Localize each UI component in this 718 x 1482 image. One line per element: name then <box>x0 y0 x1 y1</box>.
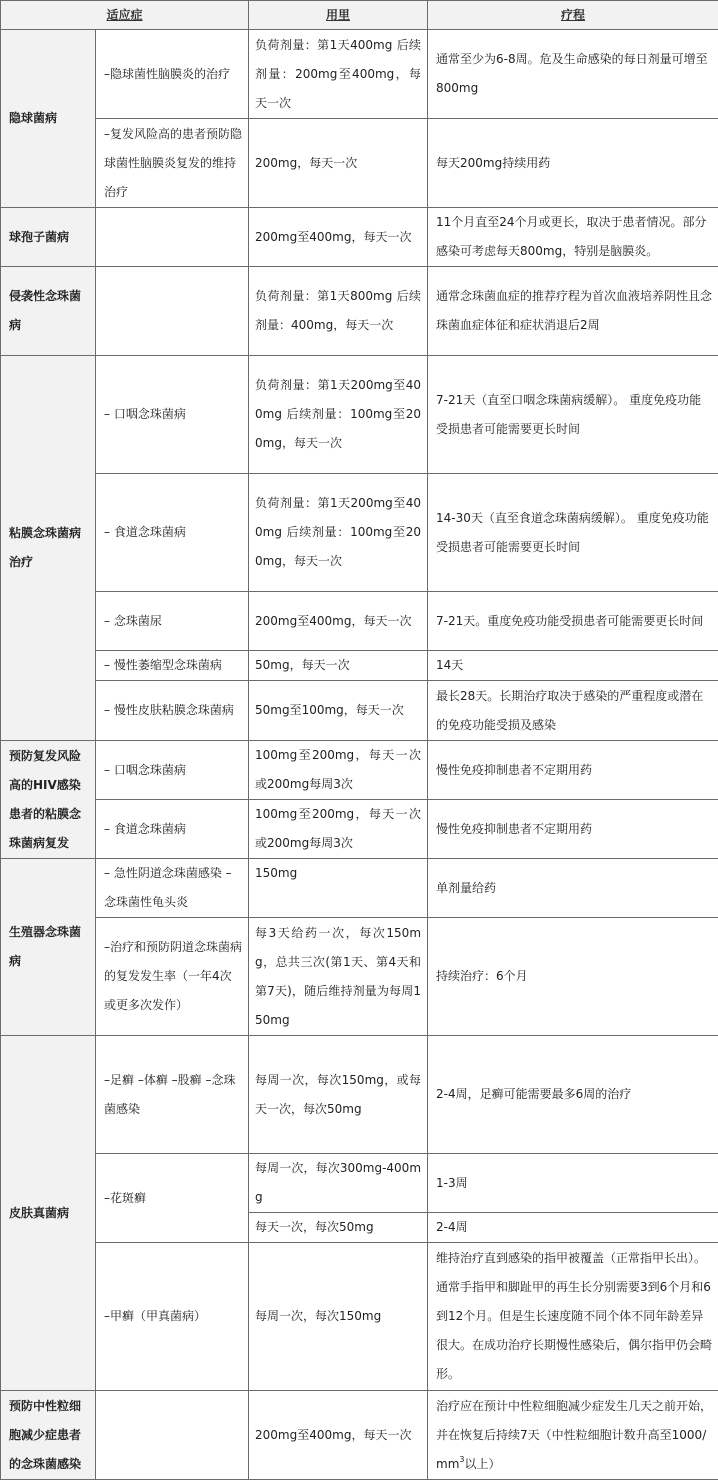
header-course[interactable]: 疗程 <box>428 1 718 30</box>
course-cell: 7-21天。重度免疫功能受损患者可能需要更长时间 <box>428 592 718 651</box>
sub-indication-cell: – 慢性萎缩型念珠菌病 <box>96 651 249 681</box>
indication-cell: 侵袭性念珠菌病 <box>1 267 96 356</box>
sub-indication-cell: –花斑癣 <box>96 1154 249 1243</box>
dosage-cell: 200mg至400mg，每天一次 <box>249 592 428 651</box>
dosage-cell: 200mg，每天一次 <box>249 119 428 208</box>
course-cell: 每天200mg持续用药 <box>428 119 718 208</box>
sub-indication-cell: –足癣 –体癣 –股癣 –念珠菌感染 <box>96 1036 249 1154</box>
course-cell: 14天 <box>428 651 718 681</box>
course-text-tail: 以上） <box>464 1456 501 1471</box>
sub-indication-cell: – 念珠菌尿 <box>96 592 249 651</box>
table-row <box>1 267 718 356</box>
dosage-cell: 100mg至200mg，每天一次或200mg每周3次 <box>249 741 428 800</box>
table-row <box>1 859 718 918</box>
course-cell: 2-4周，足癣可能需要最多6周的治疗 <box>428 1036 718 1154</box>
dosage-cell: 每3天给药一次，每次150mg，总共三次(第1天、第4天和第7天)，随后维持剂量为每周150mg <box>249 918 428 1036</box>
table-row <box>1 651 718 681</box>
course-cell: 持续治疗：6个月 <box>428 918 718 1036</box>
dosage-cell: 负荷剂量：第1天800mg 后续剂量：400mg，每天一次 <box>249 267 428 356</box>
table-row <box>1 592 718 651</box>
dosage-cell: 50mg至100mg，每天一次 <box>249 681 428 741</box>
course-cell: 最长28天。长期治疗取决于感染的严重程度或潜在的免疫功能受损及感染 <box>428 681 718 741</box>
course-cell: 慢性免疫抑制患者不定期用药 <box>428 741 718 800</box>
course-cell: 慢性免疫抑制患者不定期用药 <box>428 800 718 859</box>
course-cell: 14-30天（直至食道念珠菌病缓解）。 重度免疫功能受损患者可能需要更长时间 <box>428 474 718 592</box>
course-cell: 单剂量给药 <box>428 859 718 918</box>
table-row <box>1 800 718 859</box>
course-text: 治疗应在预计中性粒细胞减少症发生几天之前开始，并在恢复后持续7天（中性粒细胞计数升高至1000/mm <box>436 1398 713 1471</box>
indication-cell: 生殖器念珠菌病 <box>1 859 96 1036</box>
course-cell: 7-21天（直至口咽念珠菌病缓解）。 重度免疫功能受损患者可能需要更长时间 <box>428 356 718 474</box>
sub-indication-cell: – 慢性皮肤粘膜念珠菌病 <box>96 681 249 741</box>
course-cell: 2-4周 <box>428 1213 718 1243</box>
table-row <box>1 30 718 119</box>
indication-cell: 预防复发风险高的HIV感染患者的粘膜念珠菌病复发 <box>1 741 96 859</box>
table-row <box>1 741 718 800</box>
sub-indication-cell <box>96 1391 249 1480</box>
course-cell: 通常念珠菌血症的推荐疗程为首次血液培养阴性且念珠菌血症体征和症状消退后2周 <box>428 267 718 356</box>
course-cell: 1-3周 <box>428 1154 718 1213</box>
sub-indication-cell: –甲癣（甲真菌病） <box>96 1243 249 1391</box>
table-row <box>1 1391 718 1480</box>
dosage-cell: 每周一次，每次150mg <box>249 1243 428 1391</box>
dosage-cell: 负荷剂量：第1天200mg至400mg 后续剂量：100mg至200mg，每天一次 <box>249 356 428 474</box>
indication-cell: 皮肤真菌病 <box>1 1036 96 1391</box>
sub-indication-cell: – 食道念珠菌病 <box>96 800 249 859</box>
indication-cell: 球孢子菌病 <box>1 208 96 267</box>
course-cell: 通常至少为6-8周。危及生命感染的每日剂量可增至800mg <box>428 30 718 119</box>
table-row <box>1 356 718 474</box>
table-row <box>1 474 718 592</box>
dosage-cell: 每天一次，每次50mg <box>249 1213 428 1243</box>
dosage-cell: 每周一次，每次150mg，或每天一次，每次50mg <box>249 1036 428 1154</box>
indication-cell: 粘膜念珠菌病治疗 <box>1 356 96 741</box>
course-cell <box>428 1391 718 1480</box>
dosage-cell: 100mg至200mg，每天一次或200mg每周3次 <box>249 800 428 859</box>
dosage-cell: 负荷剂量：第1天400mg 后续剂量：200mg至400mg，每天一次 <box>249 30 428 119</box>
sub-indication-cell: –隐球菌性脑膜炎的治疗 <box>96 30 249 119</box>
indication-cell: 隐球菌病 <box>1 30 96 208</box>
table-row <box>1 208 718 267</box>
sub-indication-cell <box>96 208 249 267</box>
sub-indication-cell: – 口咽念珠菌病 <box>96 356 249 474</box>
dosage-cell: 200mg至400mg，每天一次 <box>249 1391 428 1480</box>
table-row <box>1 1036 718 1154</box>
dosage-cell: 负荷剂量：第1天200mg至400mg 后续剂量：100mg至200mg，每天一次 <box>249 474 428 592</box>
table-row <box>1 119 718 208</box>
table-row <box>1 1243 718 1391</box>
dosage-cell: 150mg <box>249 859 428 918</box>
sub-indication-cell: –复发风险高的患者预防隐球菌性脑膜炎复发的维持治疗 <box>96 119 249 208</box>
sub-indication-cell: –治疗和预防阴道念珠菌病的复发发生率（一年4次或更多次发作） <box>96 918 249 1036</box>
sub-indication-cell: – 急性阴道念珠菌感染 – 念珠菌性龟头炎 <box>96 859 249 918</box>
table-row <box>1 1154 718 1213</box>
sub-indication-cell <box>96 267 249 356</box>
table-row <box>1 681 718 741</box>
course-cell: 维持治疗直到感染的指甲被覆盖（正常指甲长出）。通常手指甲和脚趾甲的再生长分别需要3到6个月和6到12个月。但是生长速度随不同个体不同年龄差异很大。在成功治疗长期慢性感染后，偶尔指甲仍会畸形。 <box>428 1243 718 1391</box>
table-header-row <box>1 1 718 30</box>
header-dosage[interactable]: 用里 <box>249 1 428 30</box>
superscript-exponent: 3 <box>459 1454 465 1464</box>
dosage-cell: 50mg，每天一次 <box>249 651 428 681</box>
header-indication[interactable]: 适应症 <box>1 1 249 30</box>
sub-indication-cell: – 口咽念珠菌病 <box>96 741 249 800</box>
course-cell: 11个月直至24个月或更长，取决于患者情况。部分感染可考虑每天800mg，特别是脑膜炎。 <box>428 208 718 267</box>
indication-cell: 预防中性粒细胞减少症患者的念珠菌感染 <box>1 1391 96 1480</box>
dosage-cell: 200mg至400mg，每天一次 <box>249 208 428 267</box>
sub-indication-cell: – 食道念珠菌病 <box>96 474 249 592</box>
table-row <box>1 918 718 1036</box>
dosage-cell: 每周一次，每次300mg-400mg <box>249 1154 428 1213</box>
